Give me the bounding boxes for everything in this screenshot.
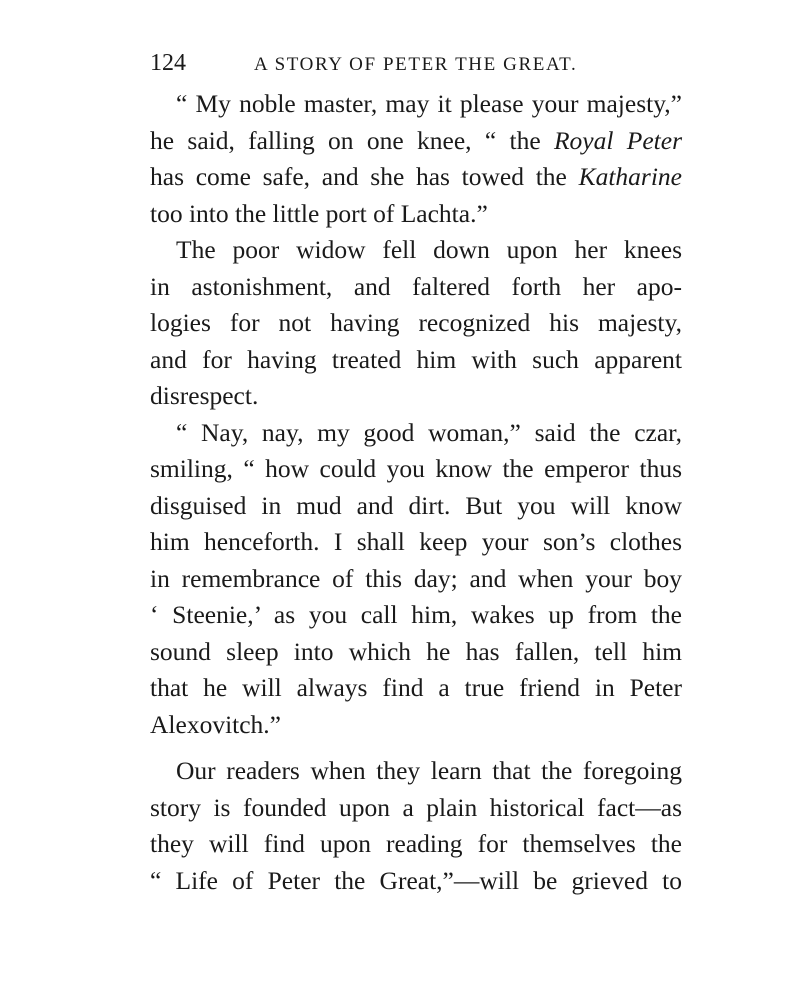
text-line: logies for not having recognized his majesty, bbox=[150, 308, 682, 337]
running-head: A STORY OF PETER THE GREAT. bbox=[254, 54, 578, 75]
paragraph bbox=[150, 86, 682, 232]
text-line: him henceforth. I shall keep your son’s clothes bbox=[150, 527, 682, 556]
text-line: they will find upon reading for themselves the bbox=[150, 829, 682, 858]
page-number: 124 bbox=[150, 50, 186, 76]
text-line: ‘ Steenie,’ as you call him, wakes up from the bbox=[150, 600, 682, 629]
text-line: The poor widow fell down upon her knees bbox=[176, 235, 682, 264]
text-line: story is founded upon a plain historical fact—as bbox=[150, 792, 682, 822]
text-line: “ Nay, nay, my good woman,” said the czar, bbox=[176, 417, 682, 447]
text-line: he said, falling on one knee, “ the Royal Peter bbox=[150, 125, 682, 155]
text-line: “ Life of Peter the Great,”—will be grieved to bbox=[150, 865, 682, 895]
text-line: that he will always find a true friend in Peter bbox=[150, 673, 682, 702]
ship-name-italic: Royal Peter bbox=[553, 125, 682, 155]
text-line: has come safe, and she has towed the Katharine bbox=[150, 162, 682, 191]
text-line: Our readers when they learn that the foregoing bbox=[176, 756, 682, 785]
paragraph bbox=[150, 232, 682, 415]
body-text-upper bbox=[150, 86, 682, 743]
text-line: and for having treated him with such apparent bbox=[150, 344, 682, 374]
text-line: in remembrance of this day; and when your boy bbox=[150, 563, 682, 593]
text-line: sound sleep into which he has fallen, tell him bbox=[150, 636, 682, 666]
text-line: Alexovitch.” bbox=[150, 709, 281, 739]
page-header bbox=[150, 48, 682, 78]
text-line: smiling, “ how could you know the emperor thus bbox=[150, 454, 682, 483]
text-line: in astonishment, and faltered forth her apo- bbox=[150, 271, 682, 301]
text-line: too into the little port of Lachta.” bbox=[150, 198, 488, 228]
text-line: “ My noble master, may it please your majesty,” bbox=[176, 89, 682, 118]
body-text-lower bbox=[150, 753, 682, 899]
text-line: disguised in mud and dirt. But you will know bbox=[150, 490, 682, 520]
paragraph bbox=[150, 753, 682, 899]
ship-name-italic: Katharine bbox=[578, 162, 682, 191]
text-line: disrespect. bbox=[150, 381, 259, 410]
paragraph bbox=[150, 415, 682, 744]
